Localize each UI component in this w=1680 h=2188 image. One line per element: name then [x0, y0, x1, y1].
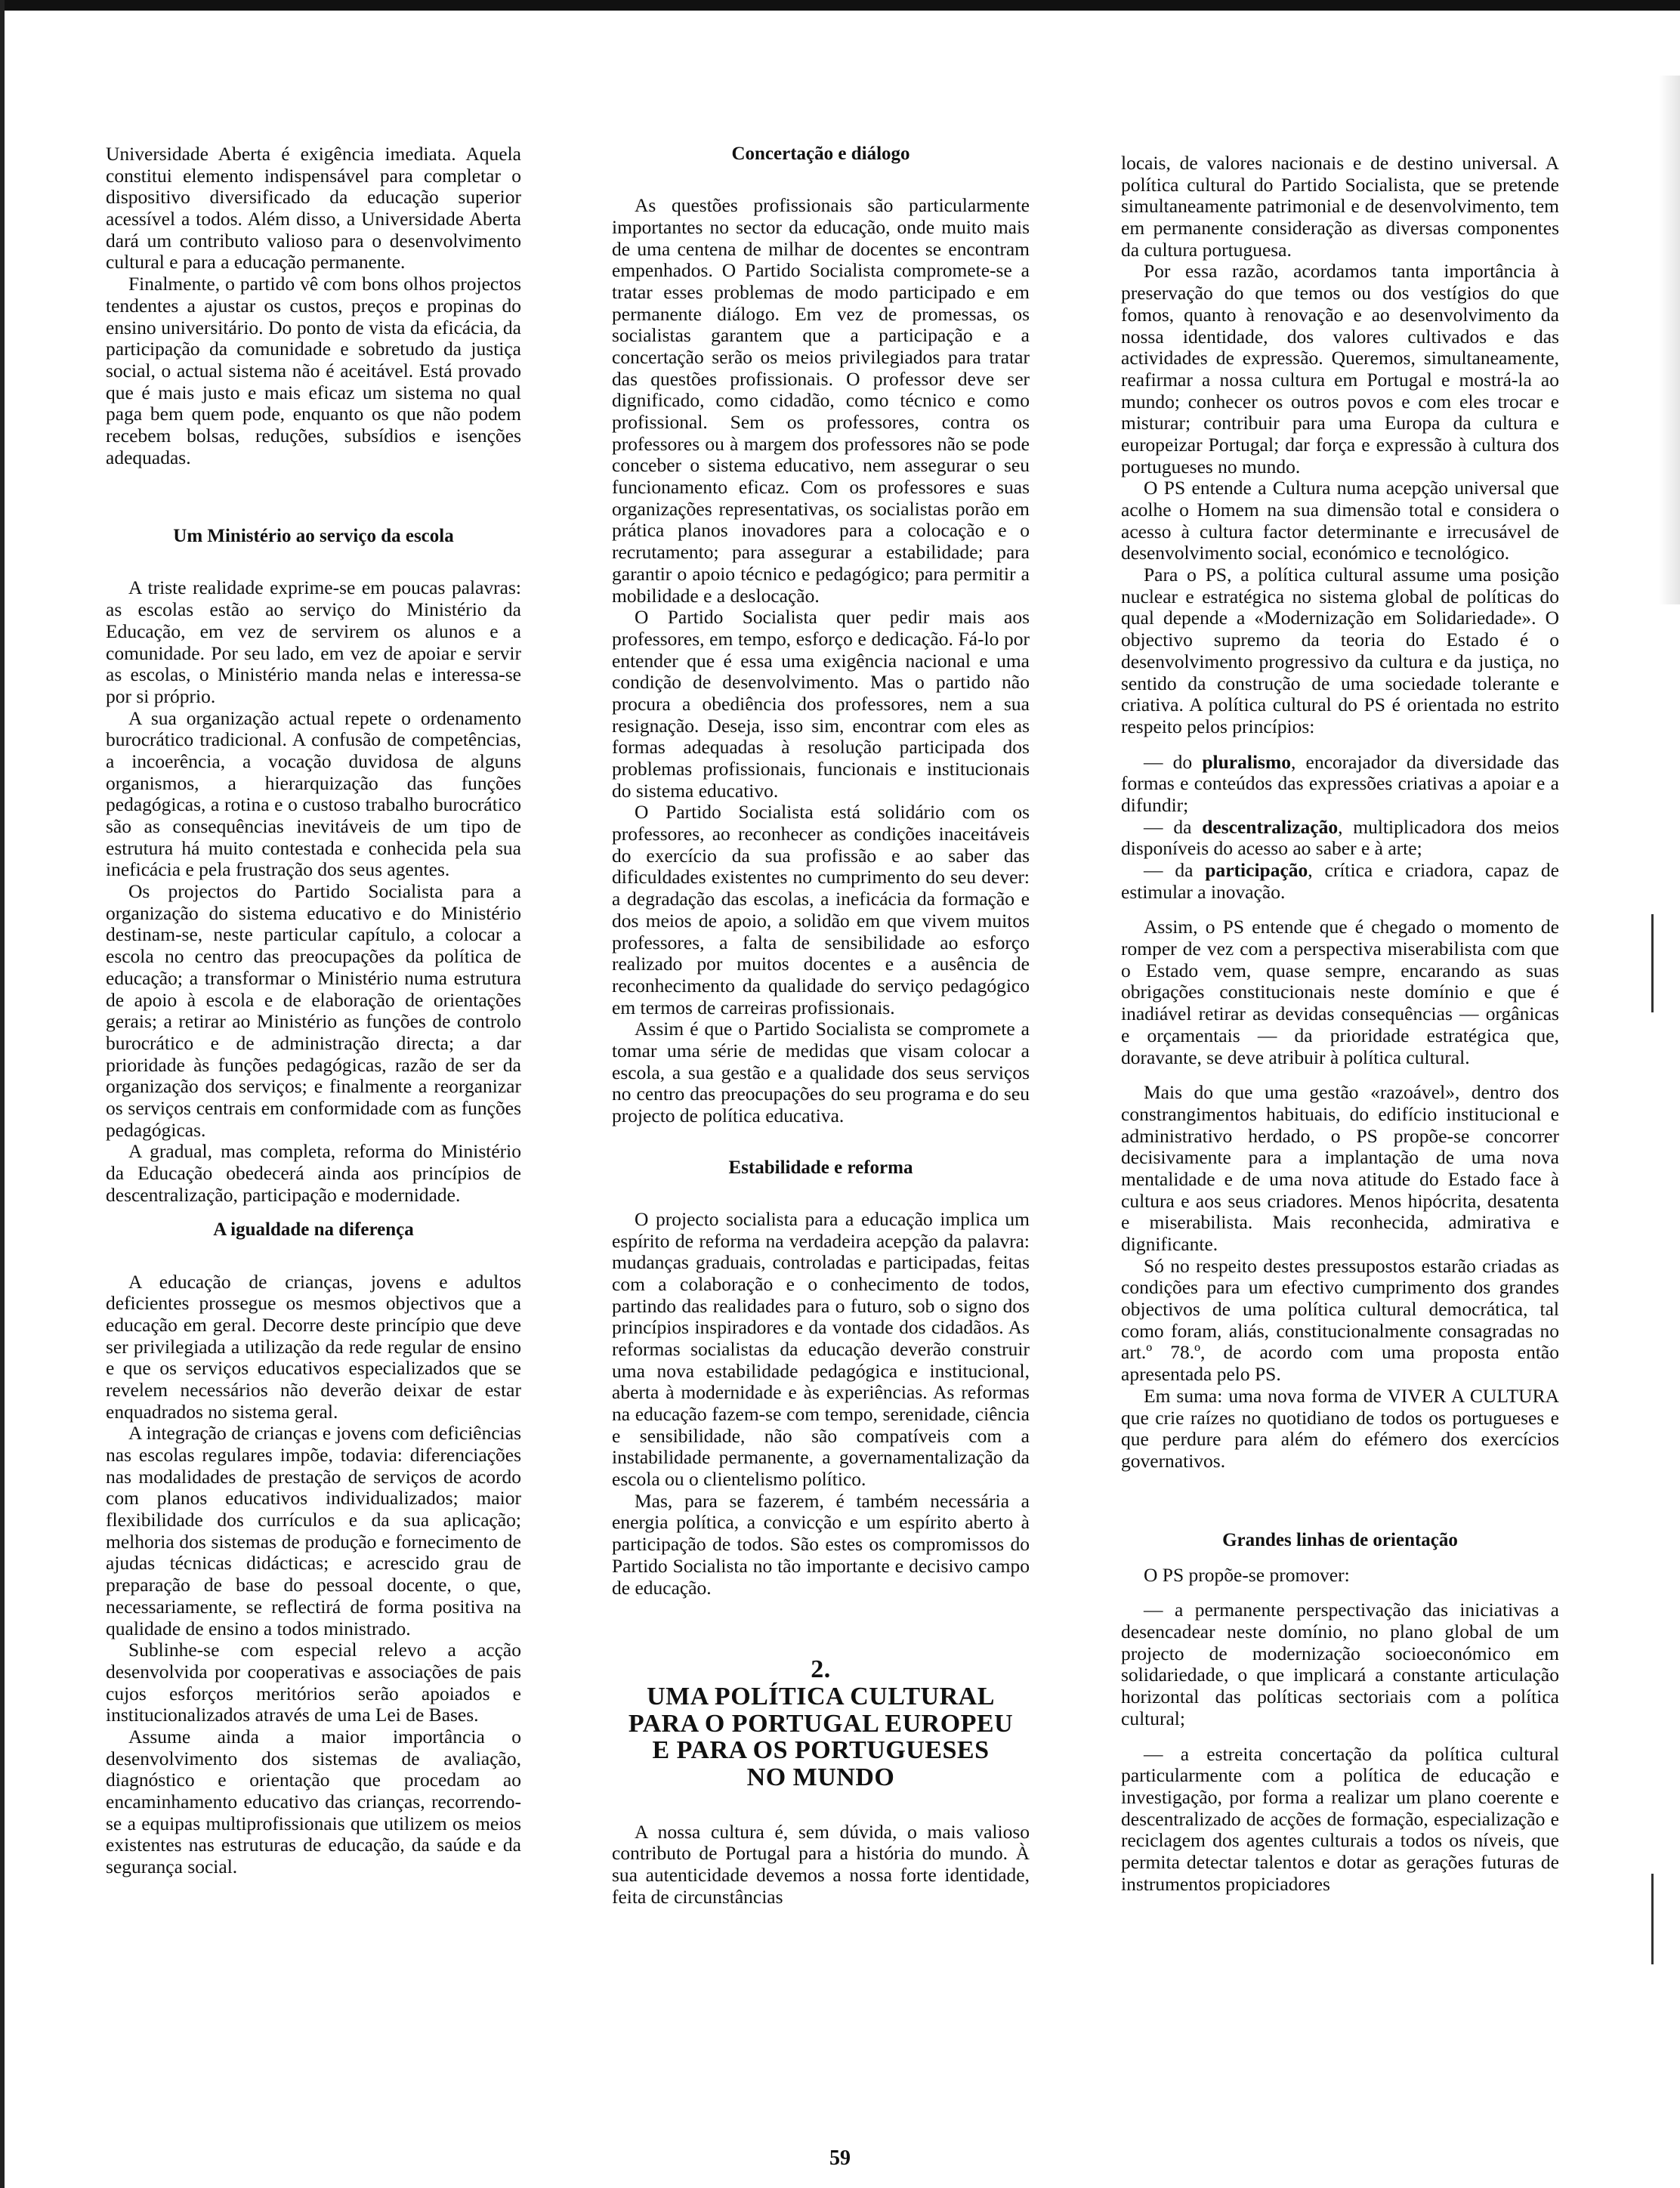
section-heading: Concertação e diálogo [731, 144, 910, 164]
scan-top-border [0, 0, 1680, 11]
section-heading: Estabilidade e reforma [728, 1157, 913, 1178]
list-item: — da participação, crítica e criadora, capaz de estimular a inovação. [1121, 859, 1559, 903]
paragraph: O Partido Socialista está solidário com os professores, ao reconhecer as condições inaceitáveis do exercício da sua profissão e ao saber das dificuldades existentes no cumprimento do seu dever: a degradação das escolas, a ineficácia da formação e dos meios de apoio, a solidão em que vivem muitos professores, a falta de sensibilidade ao esforço realizado por muitos docentes e a ausência de reconhecimento da qualidade do serviço pedagógico em termos de carreiras profissionais. [612, 801, 1030, 1018]
paragraph: O PS entende a Cultura numa acepção universal que acolhe o Homem na sua dimensão total e considera o acesso à cultura factor determinante e irrecusável de desenvolvimento social, económico e tecnológico. [1121, 477, 1559, 564]
chapter-number: 2. [811, 1655, 831, 1684]
paragraph: — a estreita concertação da política cultural particularmente com a política de educação e investigação, por forma a realizar um plano coerente e descentralizado de acções de formação, especialização e reciclagem dos agentes culturais a todos os níveis, que permita detectar talentos e dotar as gerações futuras de instrumentos propiciadores [1121, 1742, 1559, 1895]
column-right [1121, 153, 1559, 1895]
chapter-title-line: PARA O PORTUGAL EUROPEU [628, 1709, 1014, 1738]
list-item: — do pluralismo, encorajador da diversidade das formas e conteúdos das expressões criativas a apoiar e a difundir; [1121, 750, 1559, 816]
section-heading: Um Ministério ao serviço da escola [173, 526, 454, 547]
column-left [106, 144, 521, 1878]
paragraph: Finalmente, o partido vê com bons olhos projectos tendentes a ajustar os custos, preços e propinas do ensino universitário. Do ponto de vista da eficácia, da participação da comunidade e sobretudo da justiça social, o actual sistema não é aceitável. Está provado que é mais justo e mais eficaz um sistema no qual paga bem quem pode, enquanto os que não podem recebem bolsas, reduções, subsídios e isenções adequadas. [106, 273, 521, 468]
emphasis: pluralismo [1202, 750, 1291, 773]
emphasis: descentralização [1202, 815, 1339, 838]
chapter-title-line: UMA POLÍTICA CULTURAL [647, 1682, 995, 1711]
paragraph: Universidade Aberta é exigência imediata. Aquela constitui elemento indispensável para completar o dispositivo diversificado da educação superior acessível a todos. Além disso, a Universidade Aberta dará um contributo valioso para o desenvolvimento cultural e para a educação permanente. [106, 143, 521, 274]
section-heading: A igualdade na diferença [213, 1219, 414, 1241]
section-heading: Grandes linhas de orientação [1222, 1529, 1458, 1550]
scan-left-border [0, 0, 5, 2188]
paragraph: A gradual, mas completa, reforma do Ministério da Educação obedecerá ainda aos princípios de descentralização, participação e modernidade. [106, 1140, 521, 1206]
paragraph: — a permanente perspectivação das iniciativas a desencadear neste domínio, no plano global de um projecto de modernização socioeconómico em solidariedade, o que implicará a constante articulação horizontal das políticas sectoriais com a política cultural; [1121, 1599, 1559, 1729]
paragraph: A sua organização actual repete o ordenamento burocrático tradicional. A confusão de competências, a incoerência, a vocação duvidosa de alguns organismos, a hierarquização das funções pedagógicas, a rotina e o custoso trabalho burocrático são as consequências inevitáveis de um tipo de estrutura há muito contestada e conhecida pela sua ineficácia e pela frustração dos seus agentes. [106, 706, 521, 881]
paragraph: Para o PS, a política cultural assume uma posição nuclear e estratégica no sistema global de políticas do qual depende a «Modernização em Solidariedade». O objectivo supremo da teoria do Estado é o desenvolvimento progressivo da cultura e da justiça, no sentido da construção de uma sociedade tolerante e criativa. A política cultural do PS é orientada no estrito respeito pelos princípios: [1121, 564, 1559, 737]
paragraph: O Partido Socialista quer pedir mais aos professores, em tempo, esforço e dedicação. Fá-lo por entender que é essa uma exigência nacional e uma condição de desenvolvimento. Mas o partido não procura a obediência dos professores, nem a sua resignação. Deseja, isso sim, encontrar com eles as formas adequadas à resolução participada dos problemas profissionais, funcionais e institucionais do sistema educativo. [612, 606, 1030, 802]
paragraph: A integração de crianças e jovens com deficiências nas escolas regulares impõe, todavia: diferenciações nas modalidades de prestação de serviços de acordo com planos educativos individualizados; maior flexibilidade dos currículos e da sua aplicação; melhoria dos sistemas de produção e fornecimento de ajudas técnicas didácticas; e acrescido grau de preparação de base do pessoal docente, o que, necessariamente, se reflectirá de forma positiva na qualidade de ensino a todos ministrado. [106, 1422, 521, 1639]
paragraph: Assume ainda a maior importância o desenvolvimento dos sistemas de avaliação, diagnóstico e orientação que procedam ao encaminhamento educativo das crianças, recorrendo-se a equipas multiprofissionais que utilizem os meios existentes nas estruturas de educação, da saúde e da segurança social. [106, 1725, 521, 1878]
page-number: 59 [829, 2146, 851, 2170]
chapter-title-line: E PARA OS PORTUGUESES [652, 1736, 990, 1765]
emphasis: participação [1205, 859, 1308, 881]
paragraph: Assim, o PS entende que é chegado o momento de romper de vez com a perspectiva miserabilista com que o Estado vem, quase sempre, encarando as suas obrigações constitucionais neste domínio e que é inadiável retirar as devidas consequências — orgânicas e orçamentais — da prioridade estratégica que, doravante, se deve atribuir à política cultural. [1121, 916, 1559, 1068]
margin-mark [1651, 1874, 1654, 1964]
paragraph: Sublinhe-se com especial relevo a acção desenvolvida por cooperativas e associações de pais cujos esforços meritórios serão apoiados e institucionalizados através de uma Lei de Bases. [106, 1639, 521, 1726]
margin-mark [1651, 914, 1654, 1012]
column-middle [612, 144, 1030, 1908]
paragraph: O projecto socialista para a educação implica um espírito de reforma na verdadeira acepção da palavra: mudanças graduais, controladas e participadas, feitas com a colaboração e o conhecimento de todos, partindo das realidades para o futuro, sob o signo dos princípios inspiradores e da vontade dos cidadãos. As reformas socialistas da educação deverão construir uma nova estabilidade pedagógica e institucional, aberta à modernidade e às experiências. As reformas na educação fazem-se com tempo, serenidade, ciência e sensibilidade, não são compatíveis com a instabilidade permanente, a governamentalização da escola ou o clientelismo político. [612, 1207, 1030, 1491]
chapter-title-line: NO MUNDO [746, 1763, 895, 1791]
paragraph: A educação de crianças, jovens e adultos deficientes prossegue os mesmos objectivos que a educação em geral. Decorre deste princípio que deve ser privilegiada a utilização da rede regular de ensino e que os serviços educativos especializados que se revelem necessários não deverão deixar de estar enquadrados no sistema geral. [106, 1270, 521, 1423]
list-item: — da descentralização, multiplicadora dos meios disponíveis do acesso ao saber e à arte; [1121, 815, 1559, 860]
paragraph: As questões profissionais são particularmente importantes no sector da educação, onde muito mais de uma centena de milhar de docentes se encontram empenhados. O Partido Socialista compromete-se a tratar esses problemas de modo participado e em permanente diálogo. Em vez de promessas, os socialistas garantem que a participação e a concertação serão os meios privilegiados para tratar das questões profissionais. O professor deve ser dignificado, como cidadão, como técnico e como profissional. Sem os professores, contra os professores ou à margem dos professores não se pode conceber o sistema educativo, nem assegurar o seu funcionamento eficaz. Com os professores e suas organizações representativas, os socialistas porão em prática planos inovadores para a colocação e o recrutamento; para assegurar a estabilidade; para garantir o apoio técnico e pedagógico; para permitir a mobilidade e a deslocação. [612, 194, 1030, 607]
paragraph: Mas, para se fazerem, é também necessária a energia política, a convicção e um espírito aberto à participação de todos. São estes os compromissos do Partido Socialista no tão importante e decisivo campo de educação. [612, 1489, 1030, 1599]
paragraph: Mais do que uma gestão «razoável», dentro dos constrangimentos habituais, do edifício institucional e administrativo herdado, o PS propõe-se concorrer decisivamente para a implantação de uma nova mentalidade e de uma nova atitude do Estado face à cultura e aos seus criadores. Menos hipócrita, desatenta e miserabilista. Mais reconhecida, admirativa e dignificante. [1121, 1081, 1559, 1255]
paragraph: Assim é que o Partido Socialista se compromete a tomar uma série de medidas que visam colocar a escola, a sua gestão e a qualidade dos seus serviços no centro das preocupações do seu programa e do seu projecto de política educativa. [612, 1018, 1030, 1126]
paragraph: Os projectos do Partido Socialista para a organização do sistema educativo e do Ministério destinam-se, neste particular capítulo, a colocar a escola no centro das preocupações da política de educação; a transformar o Ministério numa estrutura de apoio à escola e de elaboração de orientações gerais; a retirar ao Ministério as funções de controlo burocrático e de administração directa; a dar prioridade às funções pedagógicas, razão de ser da organização dos serviços; e finalmente a reorganizar os serviços centrais em conformidade com as funções pedagógicas. [106, 880, 521, 1141]
paragraph: A triste realidade exprime-se em poucas palavras: as escolas estão ao serviço do Ministério da Educação, em vez de servirem os alunos e a comunidade. Por seu lado, em vez de apoiar e servir as escolas, o Ministério manda nelas e interessa-se por si próprio. [106, 576, 521, 707]
paragraph: Por essa razão, acordamos tanta importância à preservação do que temos ou dos vestígios do que fomos, quanto à renovação e ao desenvolvimento da nossa identidade, dos valores cultivados e das actividades de expressão. Queremos, simultaneamente, reafirmar a nossa cultura em Portugal e mostrá-la ao mundo; conhecer os outros povos e com eles trocar e misturar; contribuir para uma Europa da cultura e europeizar Portugal; dar força e expressão à cultura dos portugueses no mundo. [1121, 260, 1559, 477]
paragraph: locais, de valores nacionais e de destino universal. A política cultural do Partido Socialista, que se pretende simultaneamente patrimonial e de desenvolvimento, tem em permanente consideração as diversas componentes da cultura portuguesa. [1121, 152, 1559, 261]
paragraph: O PS propõe-se promover: [1144, 1563, 1350, 1586]
paragraph: A nossa cultura é, sem dúvida, o mais valioso contributo de Portugal para a história do mundo. À sua autenticidade devemos a nossa forte identidade, feita de circunstâncias [612, 1820, 1030, 1908]
paragraph: Só no respeito destes pressupostos estarão criadas as condições para um efectivo cumprimento dos grandes objectivos de uma política cultural democrática, tal como foram, aliás, constitucionalmente consagradas no art.º 78.º, de acordo com uma proposta então apresentada pelo PS. [1121, 1254, 1559, 1386]
paragraph: Em suma: uma nova forma de VIVER A CULTURA que crie raízes no quotidiano de todos os portugueses e que perdure para além do efémero dos exercícios governativos. [1121, 1384, 1559, 1472]
scan-edge-shadow [1659, 76, 1680, 604]
